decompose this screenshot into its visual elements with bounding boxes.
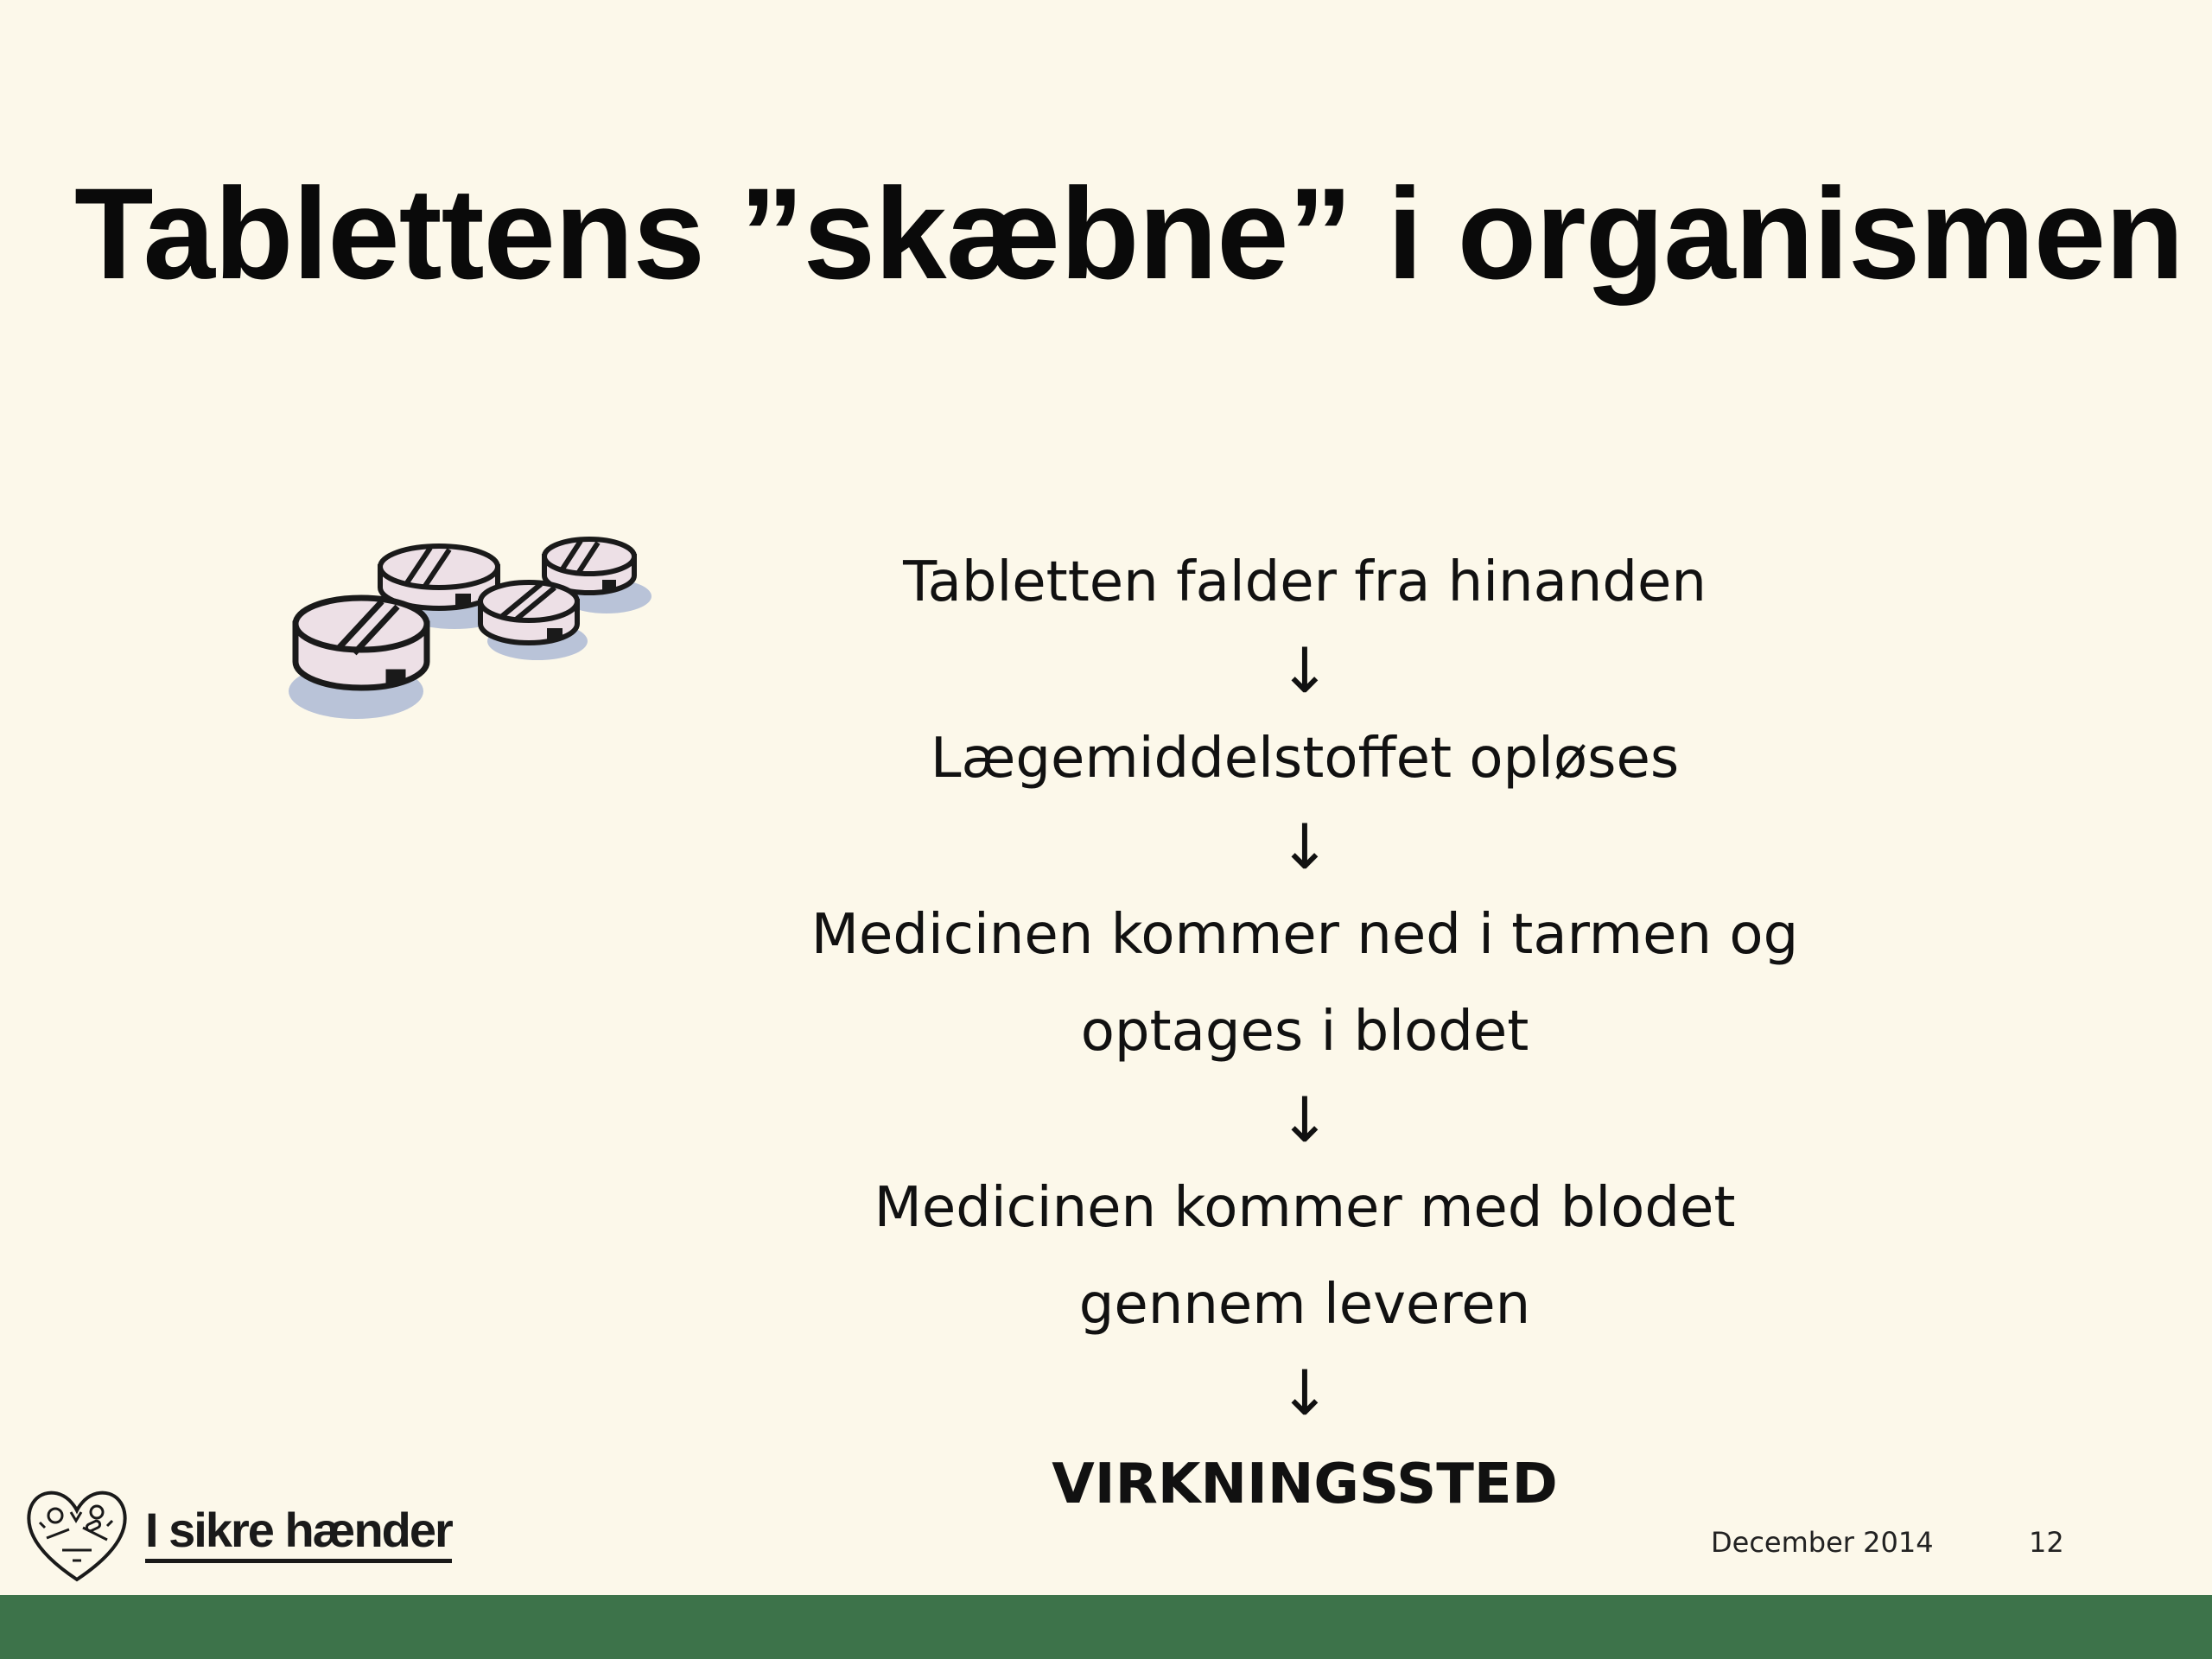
down-arrow-icon: ↓ bbox=[1278, 810, 1332, 883]
down-arrow-icon: ↓ bbox=[1278, 1357, 1332, 1429]
flow-step-liver-line1: Medicinen kommer med blodet bbox=[874, 1176, 1736, 1240]
logo-text: I sikre hænder bbox=[145, 1503, 452, 1563]
down-arrow-icon: ↓ bbox=[1278, 1084, 1332, 1156]
process-flow bbox=[743, 534, 1866, 1533]
flow-step-intestine-line1: Medicinen kommer ned i tarmen og bbox=[810, 903, 1799, 967]
footer-date: December 2014 bbox=[1711, 1526, 1934, 1559]
footer-bar bbox=[0, 1595, 2212, 1659]
flow-step-dissolution: Lægemiddelstoffet opløses bbox=[930, 727, 1680, 791]
page-number: 12 bbox=[2029, 1526, 2064, 1559]
tablets-icon bbox=[285, 527, 665, 734]
down-arrow-icon: ↓ bbox=[1278, 634, 1332, 707]
slide-title: Tablettens ”skæbne” i organismen bbox=[74, 161, 2183, 306]
flow-step-disintegration: Tabletten falder fra hinanden bbox=[903, 550, 1707, 614]
heart-doodle-icon bbox=[21, 1478, 133, 1590]
flow-step-intestine-line2: optages i blodet bbox=[1080, 1000, 1529, 1064]
flow-step-site-of-action: VIRKNINGSSTED bbox=[1052, 1452, 1558, 1516]
flow-step-liver-line2: gennem leveren bbox=[1078, 1273, 1531, 1337]
